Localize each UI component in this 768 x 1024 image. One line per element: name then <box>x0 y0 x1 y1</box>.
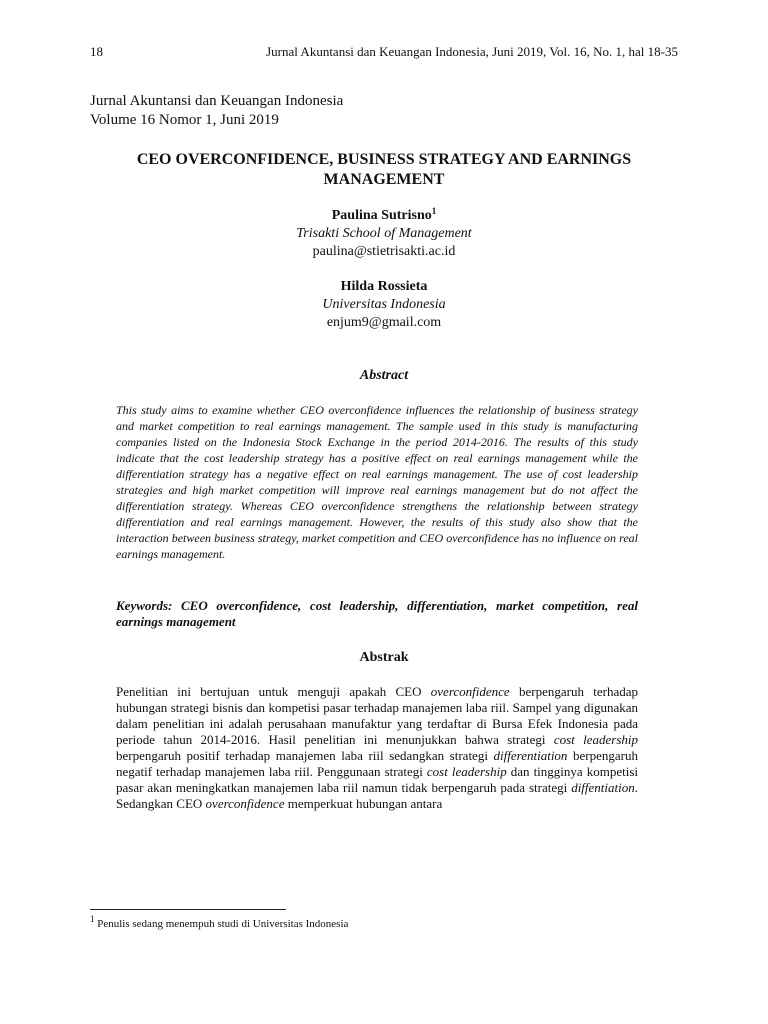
author-footnote-mark: 1 <box>431 206 437 216</box>
abstrak-italic-term: cost leadership <box>426 764 507 779</box>
footnote <box>90 914 349 931</box>
author-block-2 <box>90 278 678 332</box>
journal-name: Jurnal Akuntansi dan Keuangan Indonesia <box>90 93 344 109</box>
journal-issue: Volume 16 Nomor 1, Juni 2019 <box>90 112 279 128</box>
abstrak-italic-term: diffentiation <box>571 780 635 795</box>
keywords: Keywords: CEO overconfidence, cost leadership, differentiation, market competition, real earnings management <box>116 598 638 629</box>
abstrak-segment: berpengaruh terhadap hubungan strategi bisnis dan kompetisi pasar terhadap manajemen laba riil. Sampel yang digunakan dalam penelitian ini adalah perusahaan manufaktur yang terdaftar di Bursa Efek Indonesia pada periode tahun 2014-2016. Hasil penelitian ini menunjukkan bahwa strategi <box>116 684 638 747</box>
abstrak-segment: berpengaruh positif terhadap manajemen laba riil sedangkan strategi <box>116 748 494 763</box>
page-number: 18 <box>90 44 103 59</box>
author-name: Hilda Rossieta <box>340 279 428 294</box>
abstrak-text <box>116 684 638 812</box>
abstrak-segment: Penelitian ini bertujuan untuk menguji apakah CEO <box>116 684 431 699</box>
abstrak-segment: . Sedangkan CEO <box>116 780 638 811</box>
abstract-heading: Abstract <box>359 368 409 383</box>
abstrak-heading: Abstrak <box>359 650 409 665</box>
abstrak-italic-term: overconfidence <box>430 684 510 699</box>
abstrak-segment: memperkuat hubungan antara <box>284 796 443 811</box>
abstrak-italic-term: differentiation <box>493 748 568 763</box>
author-affiliation: Trisakti School of Management <box>296 226 472 241</box>
author-email: paulina@stietrisakti.ac.id <box>312 244 456 259</box>
footnote-text: Penulis sedang menempuh studi di Universitas Indonesia <box>97 918 349 930</box>
author-email: enjum9@gmail.com <box>326 315 442 330</box>
abstrak-italic-term: overconfidence <box>205 796 285 811</box>
abstract-text: This study aims to examine whether CEO overconfidence influences the relationship of business strategy and market competition to real earnings management. The sample used in this study is manufacturing companies listed on the Indonesia Stock Exchange in the period 2014-2016. The results of this study indicate that the cost leadership strategy has a positive effect on real earnings management while the differentiation strategy has a negative effect on real earnings management. The use of cost leadership strategies and high market competition will improve real earnings management but do not affect the differentiation strategy. Whereas CEO overconfidence strengthens the relationship between strategy differentiation and real earnings management. However, the results of this study also show that the interaction between business strategy, market competition and CEO overconfidence has no influence on real earnings management. <box>116 403 638 561</box>
article-title: CEO OVERCONFIDENCE, BUSINESS STRATEGY AND EARNINGS MANAGEMENT <box>136 151 632 188</box>
author-affiliation: Universitas Indonesia <box>322 297 446 312</box>
abstrak-segment: dan tingginya kompetisi pasar akan meningkatkan manajemen laba riil namun tidak berpengaruh pada strategi <box>116 764 638 795</box>
author-block-1 <box>90 207 678 261</box>
author-name: Paulina Sutrisno$^1$ <box>331 206 437 223</box>
footnote-divider <box>90 909 286 910</box>
running-title: Jurnal Akuntansi dan Keuangan Indonesia, Juni 2019, Vol. 16, No. 1, hal 18-35 <box>266 44 678 59</box>
abstrak-italic-term: cost leadership <box>553 732 639 747</box>
footnote-mark: 1 <box>90 914 95 924</box>
journal-info <box>90 92 343 130</box>
abstrak-segment: berpengaruh negatif terhadap manajemen laba riil. Penggunaan strategi <box>116 748 638 779</box>
